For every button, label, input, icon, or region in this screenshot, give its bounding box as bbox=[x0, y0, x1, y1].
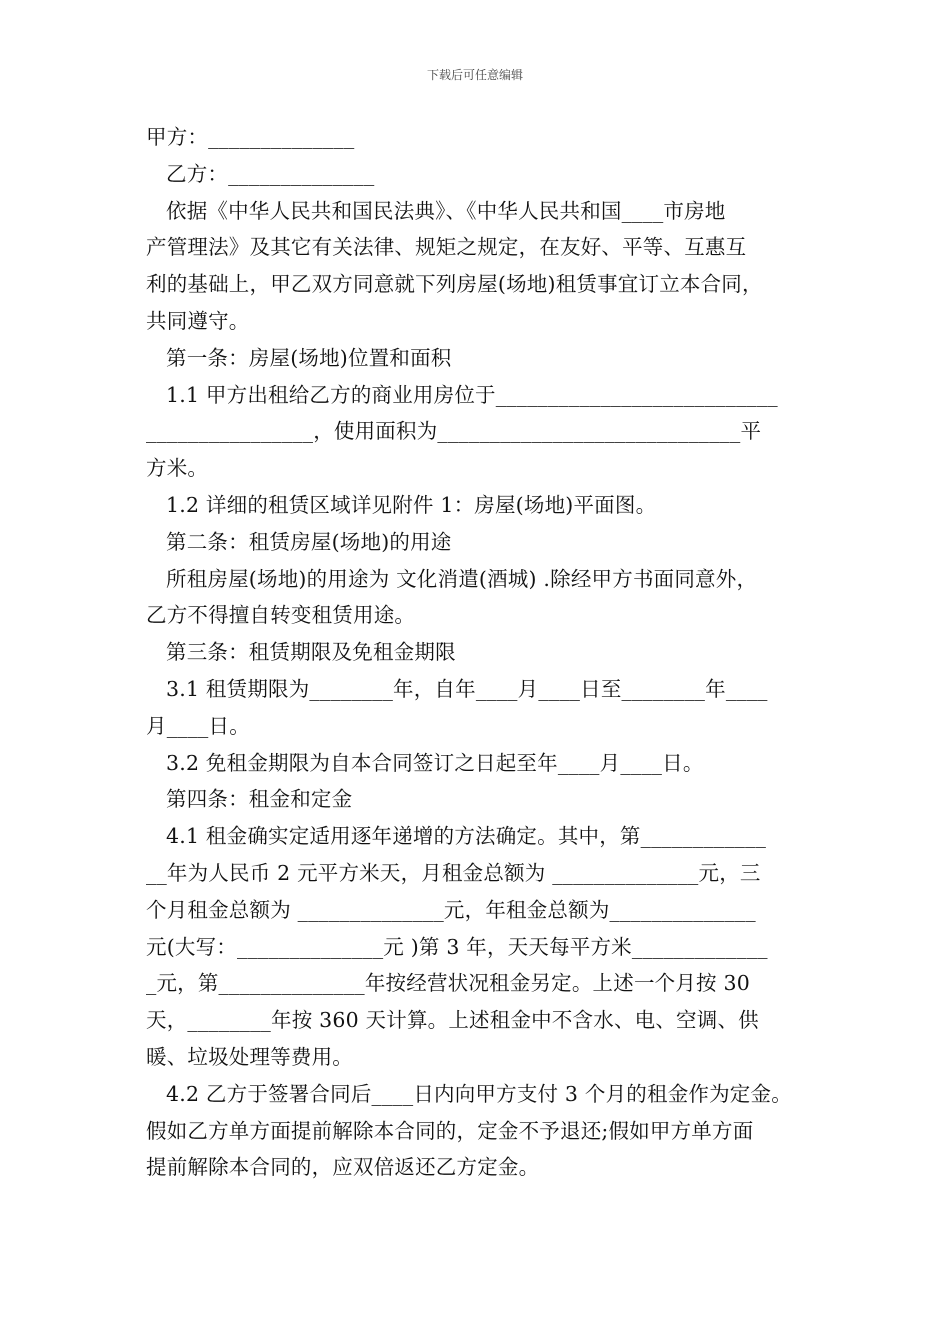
clause-1-2: 1.2 详细的租赁区域详见附件 1：房屋(场地)平面图。 bbox=[166, 492, 657, 517]
clause-4-2-line-3: 提前解除本合同的，应双倍返还乙方定金。 bbox=[146, 1155, 540, 1180]
clause-1-1-line-2: ________________，使用面积为_____________________________平 bbox=[146, 419, 762, 444]
clause-4-1-line-2: __年为人民币 2 元平方米天，月租金总额为 ______________元，三 bbox=[146, 860, 761, 885]
article-2-line-2: 乙方不得擅自转变租赁用途。 bbox=[146, 603, 416, 628]
party-a-line: 甲方：______________ bbox=[146, 125, 355, 149]
preamble-line-1: 依据《中华人民共和国民法典》、《中华人民共和国____市房地 bbox=[166, 198, 726, 223]
clause-3-1-line-1: 3.1 租赁期限为________年，自年____月____日至________年____ bbox=[166, 676, 768, 701]
clause-4-1-line-1: 4.1 租金确实定适用逐年递增的方法确定。其中，第____________ bbox=[166, 824, 767, 849]
clause-4-1-line-4: 元(大写：______________元 )第 3 年，天天每平方米_____________ bbox=[146, 934, 768, 959]
clause-4-2-line-1: 4.2 乙方于签署合同后____日内向甲方支付 3 个月的租金作为定金。 bbox=[166, 1081, 792, 1106]
clause-4-1-line-6: 天，________年按 360 天计算。上述租金中不含水、电、空调、供 bbox=[146, 1008, 759, 1033]
article-2-heading: 第二条：租赁房屋(场地)的用途 bbox=[166, 529, 452, 554]
article-2-line-1: 所租房屋(场地)的用途为 文化消遣(酒城) .除经甲方书面同意外， bbox=[166, 566, 758, 591]
article-1-heading: 第一条：房屋(场地)位置和面积 bbox=[166, 345, 452, 370]
clause-3-2: 3.2 免租金期限为自本合同签订之日起至年____月____日。 bbox=[166, 750, 704, 775]
preamble-line-3: 利的基础上，甲乙双方同意就下列房屋(场地)租赁事宜订立本合同， bbox=[146, 272, 763, 297]
clause-4-1-line-7: 暖、垃圾处理等费用。 bbox=[146, 1044, 353, 1069]
clause-4-1-line-3: 个月租金总额为 ______________元，年租金总额为______________ bbox=[146, 897, 756, 922]
page-header: 下载后可任意编辑 bbox=[426, 68, 523, 82]
clause-4-2-line-2: 假如乙方单方面提前解除本合同的，定金不予退还;假如甲方单方面 bbox=[146, 1118, 754, 1143]
clause-1-1-line-3: 方米。 bbox=[146, 456, 209, 481]
clause-4-1-line-5: _元，第______________年按经营状况租金另定。上述一个月按 30 bbox=[146, 971, 750, 996]
article-3-heading: 第三条：租赁期限及免租金期限 bbox=[166, 640, 456, 665]
preamble-line-4: 共同遵守。 bbox=[146, 308, 250, 333]
article-4-heading: 第四条：租金和定金 bbox=[166, 787, 353, 812]
party-b-line: 乙方：______________ bbox=[166, 161, 375, 186]
contract-body bbox=[146, 119, 814, 1186]
clause-3-1-line-2: 月____日。 bbox=[146, 713, 250, 738]
clause-1-1-line-1: 1.1 甲方出租给乙方的商业用房位于___________________________ bbox=[166, 382, 778, 407]
preamble-line-2: 产管理法》及其它有关法律、规矩之规定，在友好、平等、互惠互 bbox=[146, 235, 747, 260]
